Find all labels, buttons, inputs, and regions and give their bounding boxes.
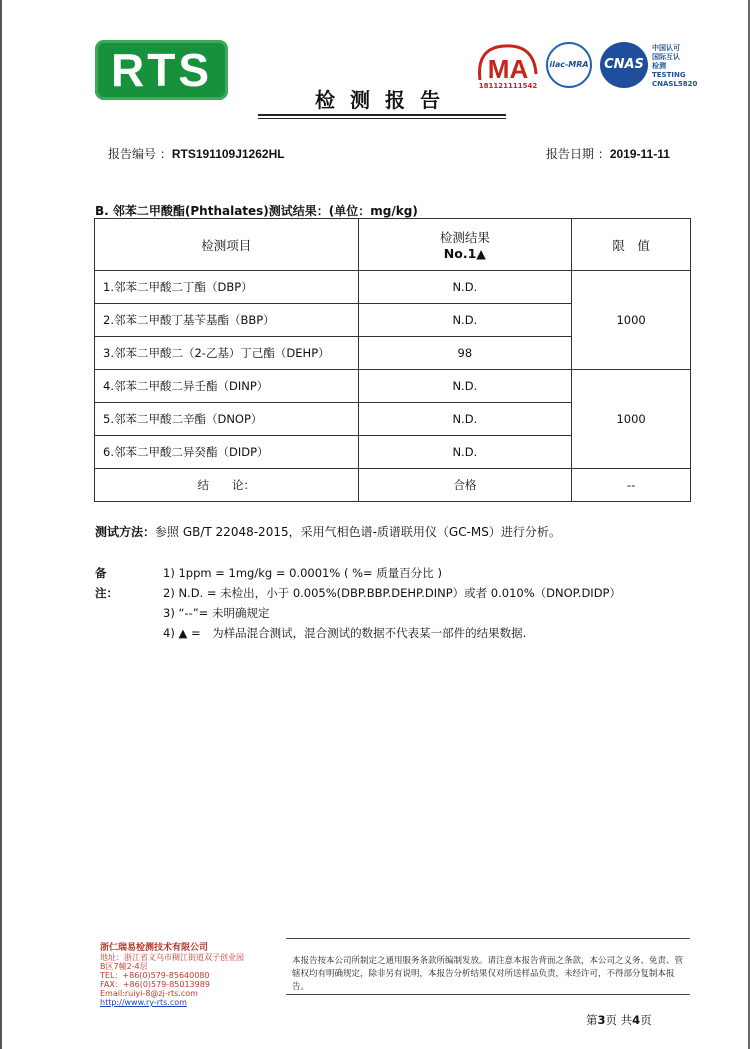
conclusion-limit: -- <box>572 469 691 502</box>
results-table <box>94 218 691 502</box>
footer-divider-bottom <box>286 994 690 995</box>
conclusion-row <box>95 469 691 502</box>
result-cell: N.D. <box>358 436 572 469</box>
note-line: 2) N.D. = 未检出，小于 0.005%(DBP.BBP.DEHP.DINP）或者 0.010%（DNOP.DIDP） <box>163 586 621 600</box>
result-cell: N.D. <box>358 271 572 304</box>
item-cell: 5.邻苯二甲酸二辛酯（DNOP） <box>95 403 359 436</box>
title-underline-thin <box>258 118 506 119</box>
col-limit-header: 限 值 <box>572 219 691 271</box>
note-line: 1) 1ppm = 1mg/kg = 0.0001% ( %= 质量百分比 ) <box>163 566 442 580</box>
report-title: 检测报告 <box>315 88 455 112</box>
page-number: 第3页 共4页 <box>586 1013 652 1027</box>
col-item-header: 检测项目 <box>95 219 359 271</box>
notes-label: 备 注： <box>95 566 123 600</box>
cnas-side-text: 中国认可 国际互认 检测 TESTING CNASL5820 <box>652 44 698 88</box>
table-row <box>95 271 691 304</box>
note-line: 4) ▲ = 为样品混合测试，混合测试的数据不代表某一部件的结果数据. <box>163 626 527 640</box>
conclusion-label: 结 论： <box>95 469 359 502</box>
result-cell: N.D. <box>358 370 572 403</box>
item-cell: 1.邻苯二甲酸二丁酯（DBP） <box>95 271 359 304</box>
item-cell: 4.邻苯二甲酸二异壬酯（DINP） <box>95 370 359 403</box>
cma-text: MA <box>487 54 529 84</box>
note-line: 3) “--”= 未明确规定 <box>163 606 270 620</box>
section-title: B. 邻苯二甲酸酯(Phthalates)测试结果：(单位：mg/kg) <box>95 204 418 218</box>
title-underline <box>258 114 506 116</box>
limit-cell: 1000 <box>572 370 691 469</box>
left-scan-edge <box>0 0 2 1049</box>
table-header-row <box>95 219 691 271</box>
test-method: 测试方法：参照 GB/T 22048-2015，采用气相色谱-质谱联用仪（GC-MS）进行分析。 <box>95 525 561 539</box>
limit-cell: 1000 <box>572 271 691 370</box>
conclusion-result: 合格 <box>358 469 572 502</box>
item-cell: 3.邻苯二甲酸二（2-乙基）丁己酯（DEHP） <box>95 337 359 370</box>
company-info: 浙仁瑞易检测技术有限公司 地址：浙江省义乌市稠江街道双子创业园 B区7幢2-4层 TEL：+86(0)579-85640080 FAX：+86(0)579-85013989 Email:ruiyi-8@zj-rts.com http://www.ry-rts.com <box>100 943 244 1007</box>
item-cell: 6.邻苯二甲酸二异癸酯（DIDP） <box>95 436 359 469</box>
col-result-header: 检测结果 No.1▲ <box>358 219 572 271</box>
report-number: 报告编号 ：RTS191109J1262HL <box>108 147 285 161</box>
result-cell: N.D. <box>358 304 572 337</box>
result-cell: 98 <box>358 337 572 370</box>
rts-logo: RTS <box>95 40 228 100</box>
table-row <box>95 370 691 403</box>
company-website-link[interactable]: http://www.ry-rts.com <box>100 998 187 1007</box>
ilac-mra-text: ilac-MRA <box>549 60 589 69</box>
cnas-logo-icon: CNAS <box>600 42 648 88</box>
result-cell: N.D. <box>358 403 572 436</box>
disclaimer-text: 本报告按本公司所制定之通用服务条款所编制发放。请注意本报告背面之条款，本公司之义务、免责、管辖权均有明确规定，除非另有说明，本报告分析结果仅对所送样品负责，未经许可，不得部分复制本报告。 <box>292 956 684 992</box>
report-date: 报告日期 ：2019-11-11 <box>546 147 670 161</box>
cma-number: 181121111542 <box>478 82 538 90</box>
item-cell: 2.邻苯二甲酸丁基苄基酯（BBP） <box>95 304 359 337</box>
footer-divider-top <box>286 938 690 939</box>
